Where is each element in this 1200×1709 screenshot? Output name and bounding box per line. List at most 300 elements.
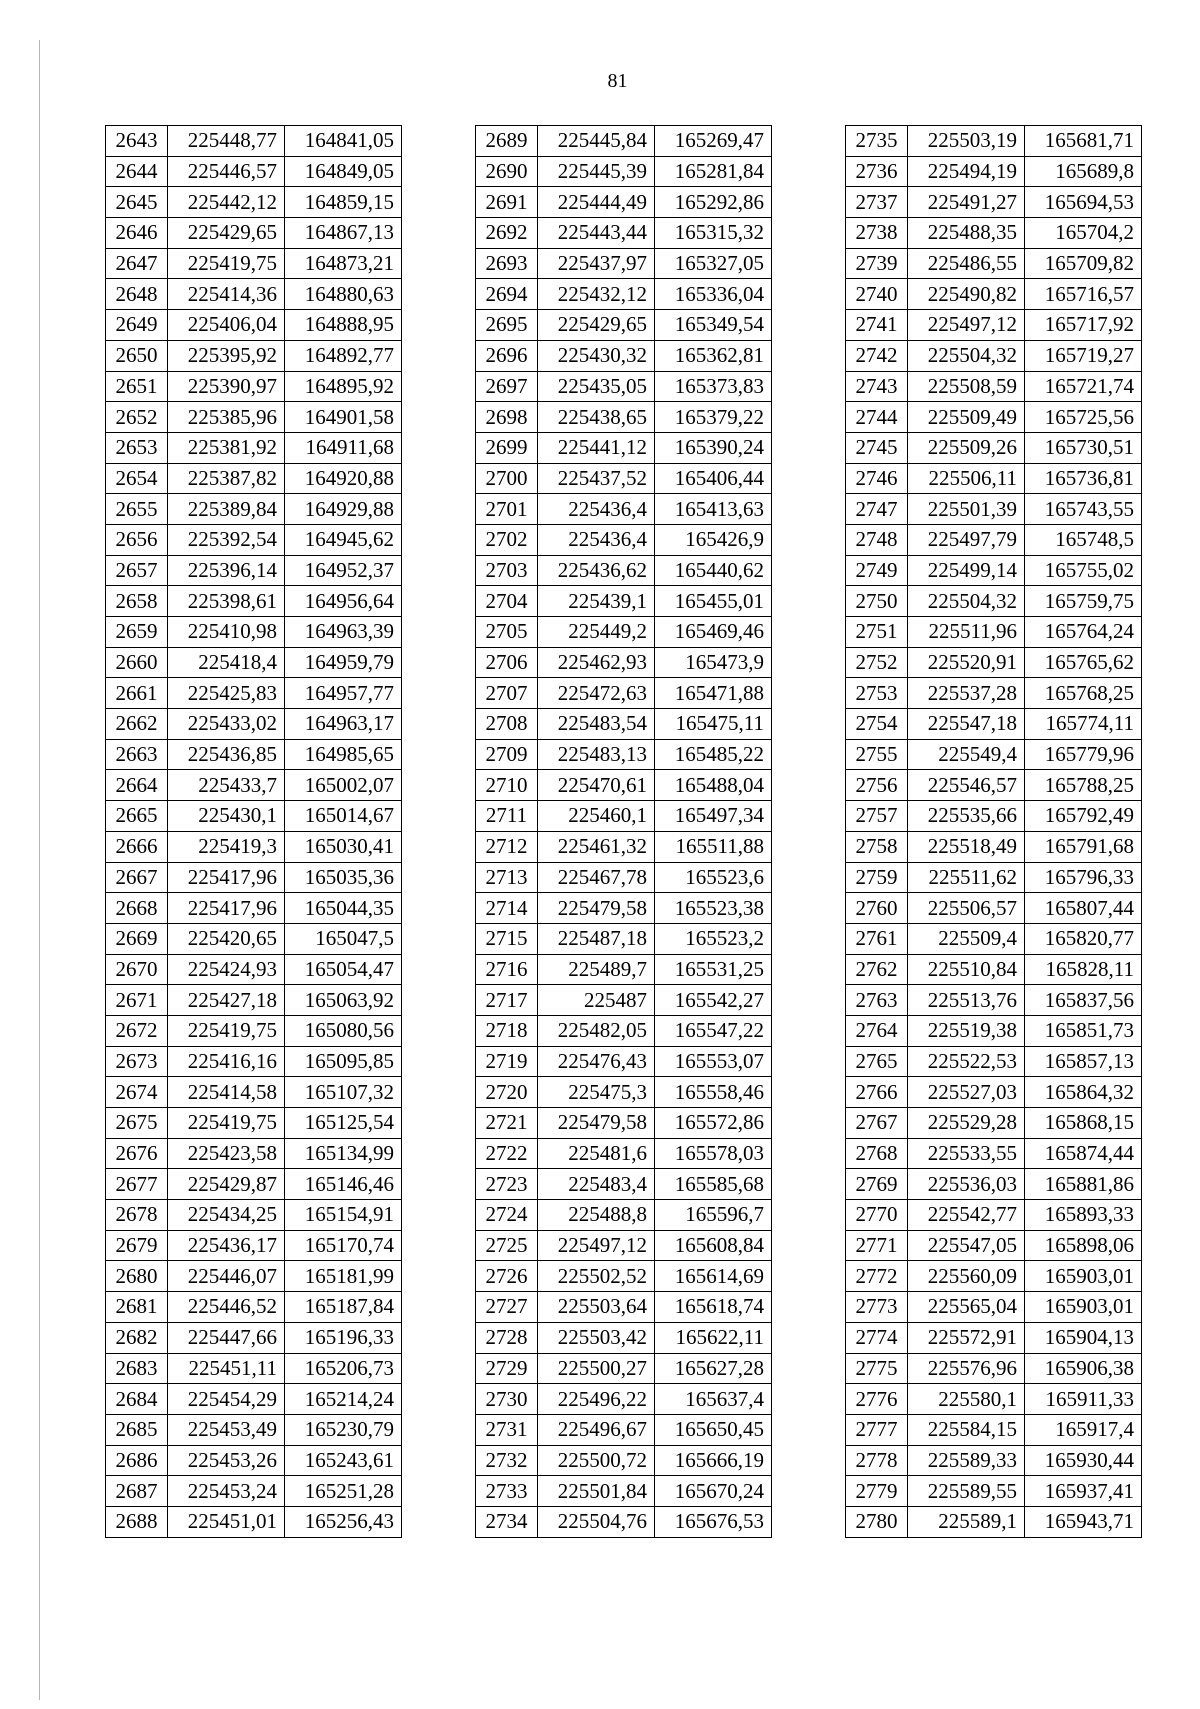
table-row	[106, 1292, 402, 1323]
point-number-cell: 2776	[846, 1384, 908, 1415]
y-coordinate-cell: 164957,77	[285, 678, 402, 709]
table-row	[476, 678, 772, 709]
x-coordinate-cell: 225496,22	[538, 1384, 655, 1415]
y-coordinate-cell: 165681,71	[1025, 126, 1142, 157]
x-coordinate-cell: 225445,39	[538, 156, 655, 187]
x-coordinate-cell: 225437,97	[538, 248, 655, 279]
table-row	[106, 831, 402, 862]
point-number-cell: 2723	[476, 1169, 538, 1200]
point-number-cell: 2735	[846, 126, 908, 157]
y-coordinate-cell: 164849,05	[285, 156, 402, 187]
x-coordinate-cell: 225506,11	[908, 463, 1025, 494]
point-number-cell: 2760	[846, 893, 908, 924]
table-row	[846, 1200, 1142, 1231]
table-row	[846, 985, 1142, 1016]
table-row	[106, 1353, 402, 1384]
point-number-cell: 2743	[846, 371, 908, 402]
table-row	[846, 524, 1142, 555]
x-coordinate-cell: 225439,1	[538, 586, 655, 617]
x-coordinate-cell: 225529,28	[908, 1108, 1025, 1139]
table-row	[106, 279, 402, 310]
y-coordinate-cell: 165327,05	[655, 248, 772, 279]
y-coordinate-cell: 164892,77	[285, 340, 402, 371]
y-coordinate-cell: 165256,43	[285, 1506, 402, 1537]
x-coordinate-cell: 225506,57	[908, 893, 1025, 924]
x-coordinate-cell: 225589,55	[908, 1476, 1025, 1507]
table-row	[476, 1292, 772, 1323]
x-coordinate-cell: 225430,1	[168, 801, 285, 832]
table-row	[476, 862, 772, 893]
x-coordinate-cell: 225509,49	[908, 402, 1025, 433]
point-number-cell: 2719	[476, 1046, 538, 1077]
point-number-cell: 2703	[476, 555, 538, 586]
point-number-cell: 2652	[106, 402, 168, 433]
x-coordinate-cell: 225496,67	[538, 1414, 655, 1445]
y-coordinate-cell: 165230,79	[285, 1414, 402, 1445]
point-number-cell: 2681	[106, 1292, 168, 1323]
point-number-cell: 2704	[476, 586, 538, 617]
x-coordinate-cell: 225546,57	[908, 770, 1025, 801]
point-number-cell: 2695	[476, 310, 538, 341]
x-coordinate-cell: 225446,57	[168, 156, 285, 187]
point-number-cell: 2690	[476, 156, 538, 187]
point-number-cell: 2762	[846, 954, 908, 985]
point-number-cell: 2660	[106, 647, 168, 678]
x-coordinate-cell: 225436,4	[538, 524, 655, 555]
y-coordinate-cell: 165689,8	[1025, 156, 1142, 187]
y-coordinate-cell: 164867,13	[285, 218, 402, 249]
table-row	[846, 586, 1142, 617]
y-coordinate-cell: 165937,41	[1025, 1476, 1142, 1507]
table-row	[846, 1169, 1142, 1200]
table-row	[476, 218, 772, 249]
table-row	[106, 1261, 402, 1292]
x-coordinate-cell: 225482,05	[538, 1015, 655, 1046]
x-coordinate-cell: 225518,49	[908, 831, 1025, 862]
point-number-cell: 2664	[106, 770, 168, 801]
table-row	[106, 1200, 402, 1231]
table-row	[106, 371, 402, 402]
y-coordinate-cell: 165002,07	[285, 770, 402, 801]
x-coordinate-cell: 225429,87	[168, 1169, 285, 1200]
x-coordinate-cell: 225419,3	[168, 831, 285, 862]
x-coordinate-cell: 225436,17	[168, 1230, 285, 1261]
x-coordinate-cell: 225501,84	[538, 1476, 655, 1507]
point-number-cell: 2674	[106, 1077, 168, 1108]
table-row	[106, 555, 402, 586]
x-coordinate-cell: 225491,27	[908, 187, 1025, 218]
table-row	[476, 524, 772, 555]
x-coordinate-cell: 225436,4	[538, 494, 655, 525]
table-row	[846, 1414, 1142, 1445]
y-coordinate-cell: 164859,15	[285, 187, 402, 218]
y-coordinate-cell: 164880,63	[285, 279, 402, 310]
x-coordinate-cell: 225392,54	[168, 524, 285, 555]
table-row	[846, 831, 1142, 862]
coordinates-table-1	[105, 125, 402, 1538]
point-number-cell: 2700	[476, 463, 538, 494]
table-row	[846, 862, 1142, 893]
point-number-cell: 2697	[476, 371, 538, 402]
point-number-cell: 2701	[476, 494, 538, 525]
point-number-cell: 2721	[476, 1108, 538, 1139]
table-row	[846, 647, 1142, 678]
x-coordinate-cell: 225510,84	[908, 954, 1025, 985]
point-number-cell: 2691	[476, 187, 538, 218]
y-coordinate-cell: 165943,71	[1025, 1506, 1142, 1537]
table-row	[476, 1384, 772, 1415]
y-coordinate-cell: 165627,28	[655, 1353, 772, 1384]
table-row	[476, 586, 772, 617]
y-coordinate-cell: 165903,01	[1025, 1292, 1142, 1323]
point-number-cell: 2687	[106, 1476, 168, 1507]
y-coordinate-cell: 164888,95	[285, 310, 402, 341]
x-coordinate-cell: 225503,19	[908, 126, 1025, 157]
table-row	[476, 801, 772, 832]
y-coordinate-cell: 165743,55	[1025, 494, 1142, 525]
x-coordinate-cell: 225461,32	[538, 831, 655, 862]
table-row	[846, 1384, 1142, 1415]
x-coordinate-cell: 225497,12	[908, 310, 1025, 341]
table-row	[846, 156, 1142, 187]
x-coordinate-cell: 225475,3	[538, 1077, 655, 1108]
y-coordinate-cell: 165523,2	[655, 923, 772, 954]
x-coordinate-cell: 225503,64	[538, 1292, 655, 1323]
point-number-cell: 2656	[106, 524, 168, 555]
y-coordinate-cell: 165488,04	[655, 770, 772, 801]
point-number-cell: 2730	[476, 1384, 538, 1415]
y-coordinate-cell: 165788,25	[1025, 770, 1142, 801]
table-row	[476, 1353, 772, 1384]
point-number-cell: 2750	[846, 586, 908, 617]
y-coordinate-cell: 165553,07	[655, 1046, 772, 1077]
y-coordinate-cell: 165765,62	[1025, 647, 1142, 678]
y-coordinate-cell: 165080,56	[285, 1015, 402, 1046]
x-coordinate-cell: 225444,49	[538, 187, 655, 218]
point-number-cell: 2659	[106, 617, 168, 648]
table-row	[846, 126, 1142, 157]
x-coordinate-cell: 225476,43	[538, 1046, 655, 1077]
y-coordinate-cell: 165704,2	[1025, 218, 1142, 249]
point-number-cell: 2755	[846, 739, 908, 770]
y-coordinate-cell: 165725,56	[1025, 402, 1142, 433]
x-coordinate-cell: 225502,52	[538, 1261, 655, 1292]
table-row	[106, 770, 402, 801]
table-row	[476, 126, 772, 157]
y-coordinate-cell: 165473,9	[655, 647, 772, 678]
y-coordinate-cell: 165874,44	[1025, 1138, 1142, 1169]
x-coordinate-cell: 225509,26	[908, 432, 1025, 463]
y-coordinate-cell: 165390,24	[655, 432, 772, 463]
y-coordinate-cell: 165792,49	[1025, 801, 1142, 832]
y-coordinate-cell: 165214,24	[285, 1384, 402, 1415]
coordinates-table-2	[475, 125, 772, 1538]
y-coordinate-cell: 165373,83	[655, 371, 772, 402]
point-number-cell: 2698	[476, 402, 538, 433]
x-coordinate-cell: 225483,4	[538, 1169, 655, 1200]
x-coordinate-cell: 225547,18	[908, 709, 1025, 740]
x-coordinate-cell: 225547,05	[908, 1230, 1025, 1261]
y-coordinate-cell: 165243,61	[285, 1445, 402, 1476]
x-coordinate-cell: 225430,32	[538, 340, 655, 371]
point-number-cell: 2670	[106, 954, 168, 985]
point-number-cell: 2650	[106, 340, 168, 371]
point-number-cell: 2699	[476, 432, 538, 463]
y-coordinate-cell: 165206,73	[285, 1353, 402, 1384]
y-coordinate-cell: 164985,65	[285, 739, 402, 770]
y-coordinate-cell: 165187,84	[285, 1292, 402, 1323]
x-coordinate-cell: 225420,65	[168, 923, 285, 954]
table-row	[106, 432, 402, 463]
point-number-cell: 2774	[846, 1322, 908, 1353]
point-number-cell: 2734	[476, 1506, 538, 1537]
x-coordinate-cell: 225537,28	[908, 678, 1025, 709]
table-row	[106, 1169, 402, 1200]
table-row	[106, 463, 402, 494]
y-coordinate-cell: 165736,81	[1025, 463, 1142, 494]
point-number-cell: 2710	[476, 770, 538, 801]
y-coordinate-cell: 164873,21	[285, 248, 402, 279]
table-row	[846, 463, 1142, 494]
x-coordinate-cell: 225435,05	[538, 371, 655, 402]
table-row	[476, 923, 772, 954]
x-coordinate-cell: 225387,82	[168, 463, 285, 494]
y-coordinate-cell: 165764,24	[1025, 617, 1142, 648]
table-row	[106, 1015, 402, 1046]
y-coordinate-cell: 165531,25	[655, 954, 772, 985]
y-coordinate-cell: 164901,58	[285, 402, 402, 433]
y-coordinate-cell: 165796,33	[1025, 862, 1142, 893]
table-row	[846, 923, 1142, 954]
point-number-cell: 2736	[846, 156, 908, 187]
table-row	[476, 1322, 772, 1353]
x-coordinate-cell: 225504,32	[908, 586, 1025, 617]
x-coordinate-cell: 225511,96	[908, 617, 1025, 648]
table-row	[846, 1261, 1142, 1292]
y-coordinate-cell: 165650,45	[655, 1414, 772, 1445]
point-number-cell: 2651	[106, 371, 168, 402]
y-coordinate-cell: 164956,64	[285, 586, 402, 617]
table-row	[846, 248, 1142, 279]
point-number-cell: 2771	[846, 1230, 908, 1261]
table-row	[846, 310, 1142, 341]
y-coordinate-cell: 165511,88	[655, 831, 772, 862]
y-coordinate-cell: 165044,35	[285, 893, 402, 924]
x-coordinate-cell: 225481,6	[538, 1138, 655, 1169]
x-coordinate-cell: 225572,91	[908, 1322, 1025, 1353]
point-number-cell: 2706	[476, 647, 538, 678]
point-number-cell: 2708	[476, 709, 538, 740]
x-coordinate-cell: 225436,85	[168, 739, 285, 770]
y-coordinate-cell: 165904,13	[1025, 1322, 1142, 1353]
y-coordinate-cell: 164920,88	[285, 463, 402, 494]
table-row	[846, 371, 1142, 402]
point-number-cell: 2761	[846, 923, 908, 954]
y-coordinate-cell: 165095,85	[285, 1046, 402, 1077]
table-row	[106, 1506, 402, 1537]
table-row	[846, 1292, 1142, 1323]
table-row	[476, 555, 772, 586]
x-coordinate-cell: 225406,04	[168, 310, 285, 341]
table-row	[846, 1108, 1142, 1139]
point-number-cell: 2752	[846, 647, 908, 678]
point-number-cell: 2669	[106, 923, 168, 954]
y-coordinate-cell: 165828,11	[1025, 954, 1142, 985]
table-row	[476, 1445, 772, 1476]
y-coordinate-cell: 165906,38	[1025, 1353, 1142, 1384]
x-coordinate-cell: 225432,12	[538, 279, 655, 310]
x-coordinate-cell: 225509,4	[908, 923, 1025, 954]
y-coordinate-cell: 165881,86	[1025, 1169, 1142, 1200]
table-row	[476, 831, 772, 862]
x-coordinate-cell: 225396,14	[168, 555, 285, 586]
table-row	[106, 1108, 402, 1139]
y-coordinate-cell: 165523,6	[655, 862, 772, 893]
point-number-cell: 2702	[476, 524, 538, 555]
point-number-cell: 2709	[476, 739, 538, 770]
y-coordinate-cell: 165269,47	[655, 126, 772, 157]
point-number-cell: 2728	[476, 1322, 538, 1353]
point-number-cell: 2683	[106, 1353, 168, 1384]
table-row	[476, 340, 772, 371]
x-coordinate-cell: 225448,77	[168, 126, 285, 157]
table-row	[476, 402, 772, 433]
point-number-cell: 2653	[106, 432, 168, 463]
x-coordinate-cell: 225549,4	[908, 739, 1025, 770]
point-number-cell: 2749	[846, 555, 908, 586]
point-number-cell: 2713	[476, 862, 538, 893]
point-number-cell: 2689	[476, 126, 538, 157]
point-number-cell: 2756	[846, 770, 908, 801]
point-number-cell: 2680	[106, 1261, 168, 1292]
point-number-cell: 2682	[106, 1322, 168, 1353]
x-coordinate-cell: 225589,1	[908, 1506, 1025, 1537]
y-coordinate-cell: 165406,44	[655, 463, 772, 494]
y-coordinate-cell: 165362,81	[655, 340, 772, 371]
table-row	[476, 187, 772, 218]
y-coordinate-cell: 165497,34	[655, 801, 772, 832]
point-number-cell: 2729	[476, 1353, 538, 1384]
point-number-cell: 2778	[846, 1445, 908, 1476]
point-number-cell: 2666	[106, 831, 168, 862]
x-coordinate-cell: 225433,02	[168, 709, 285, 740]
x-coordinate-cell: 225584,15	[908, 1414, 1025, 1445]
table-row	[846, 893, 1142, 924]
y-coordinate-cell: 165694,53	[1025, 187, 1142, 218]
x-coordinate-cell: 225500,72	[538, 1445, 655, 1476]
point-number-cell: 2733	[476, 1476, 538, 1507]
y-coordinate-cell: 165748,5	[1025, 524, 1142, 555]
y-coordinate-cell: 165857,13	[1025, 1046, 1142, 1077]
point-number-cell: 2675	[106, 1108, 168, 1139]
table-row	[106, 1414, 402, 1445]
table-row	[106, 1138, 402, 1169]
point-number-cell: 2739	[846, 248, 908, 279]
point-number-cell: 2679	[106, 1230, 168, 1261]
x-coordinate-cell: 225419,75	[168, 248, 285, 279]
x-coordinate-cell: 225434,25	[168, 1200, 285, 1231]
point-number-cell: 2688	[106, 1506, 168, 1537]
x-coordinate-cell: 225470,61	[538, 770, 655, 801]
y-coordinate-cell: 165035,36	[285, 862, 402, 893]
y-coordinate-cell: 165622,11	[655, 1322, 772, 1353]
x-coordinate-cell: 225479,58	[538, 1108, 655, 1139]
x-coordinate-cell: 225385,96	[168, 402, 285, 433]
x-coordinate-cell: 225527,03	[908, 1077, 1025, 1108]
y-coordinate-cell: 165676,53	[655, 1506, 772, 1537]
table-row	[476, 770, 772, 801]
table-row	[106, 126, 402, 157]
x-coordinate-cell: 225423,58	[168, 1138, 285, 1169]
y-coordinate-cell: 165666,19	[655, 1445, 772, 1476]
x-coordinate-cell: 225454,29	[168, 1384, 285, 1415]
y-coordinate-cell: 165903,01	[1025, 1261, 1142, 1292]
point-number-cell: 2773	[846, 1292, 908, 1323]
x-coordinate-cell: 225497,79	[908, 524, 1025, 555]
point-number-cell: 2716	[476, 954, 538, 985]
point-number-cell: 2747	[846, 494, 908, 525]
table-row	[846, 709, 1142, 740]
y-coordinate-cell: 165469,46	[655, 617, 772, 648]
x-coordinate-cell: 225381,92	[168, 432, 285, 463]
x-coordinate-cell: 225486,55	[908, 248, 1025, 279]
x-coordinate-cell: 225542,77	[908, 1200, 1025, 1231]
point-number-cell: 2662	[106, 709, 168, 740]
y-coordinate-cell: 165637,4	[655, 1384, 772, 1415]
point-number-cell: 2746	[846, 463, 908, 494]
y-coordinate-cell: 165730,51	[1025, 432, 1142, 463]
x-coordinate-cell: 225451,01	[168, 1506, 285, 1537]
x-coordinate-cell: 225417,96	[168, 862, 285, 893]
y-coordinate-cell: 165608,84	[655, 1230, 772, 1261]
x-coordinate-cell: 225504,76	[538, 1506, 655, 1537]
point-number-cell: 2668	[106, 893, 168, 924]
point-number-cell: 2684	[106, 1384, 168, 1415]
y-coordinate-cell: 165471,88	[655, 678, 772, 709]
table-row	[476, 432, 772, 463]
table-row	[476, 1077, 772, 1108]
y-coordinate-cell: 165768,25	[1025, 678, 1142, 709]
y-coordinate-cell: 165125,54	[285, 1108, 402, 1139]
point-number-cell: 2770	[846, 1200, 908, 1231]
table-row	[106, 1322, 402, 1353]
table-row	[846, 954, 1142, 985]
y-coordinate-cell: 165413,63	[655, 494, 772, 525]
y-coordinate-cell: 165281,84	[655, 156, 772, 187]
point-number-cell: 2759	[846, 862, 908, 893]
table-row	[106, 954, 402, 985]
point-number-cell: 2648	[106, 279, 168, 310]
table-row	[476, 1414, 772, 1445]
y-coordinate-cell: 165455,01	[655, 586, 772, 617]
point-number-cell: 2758	[846, 831, 908, 862]
x-coordinate-cell: 225489,7	[538, 954, 655, 985]
point-number-cell: 2751	[846, 617, 908, 648]
point-number-cell: 2665	[106, 801, 168, 832]
x-coordinate-cell: 225501,39	[908, 494, 1025, 525]
x-coordinate-cell: 225488,8	[538, 1200, 655, 1231]
x-coordinate-cell: 225508,59	[908, 371, 1025, 402]
y-coordinate-cell: 165716,57	[1025, 279, 1142, 310]
table-row	[106, 187, 402, 218]
table-row	[106, 1046, 402, 1077]
table-row	[846, 1476, 1142, 1507]
point-number-cell: 2655	[106, 494, 168, 525]
point-number-cell: 2738	[846, 218, 908, 249]
point-number-cell: 2744	[846, 402, 908, 433]
table-row	[476, 1506, 772, 1537]
y-coordinate-cell: 165047,5	[285, 923, 402, 954]
